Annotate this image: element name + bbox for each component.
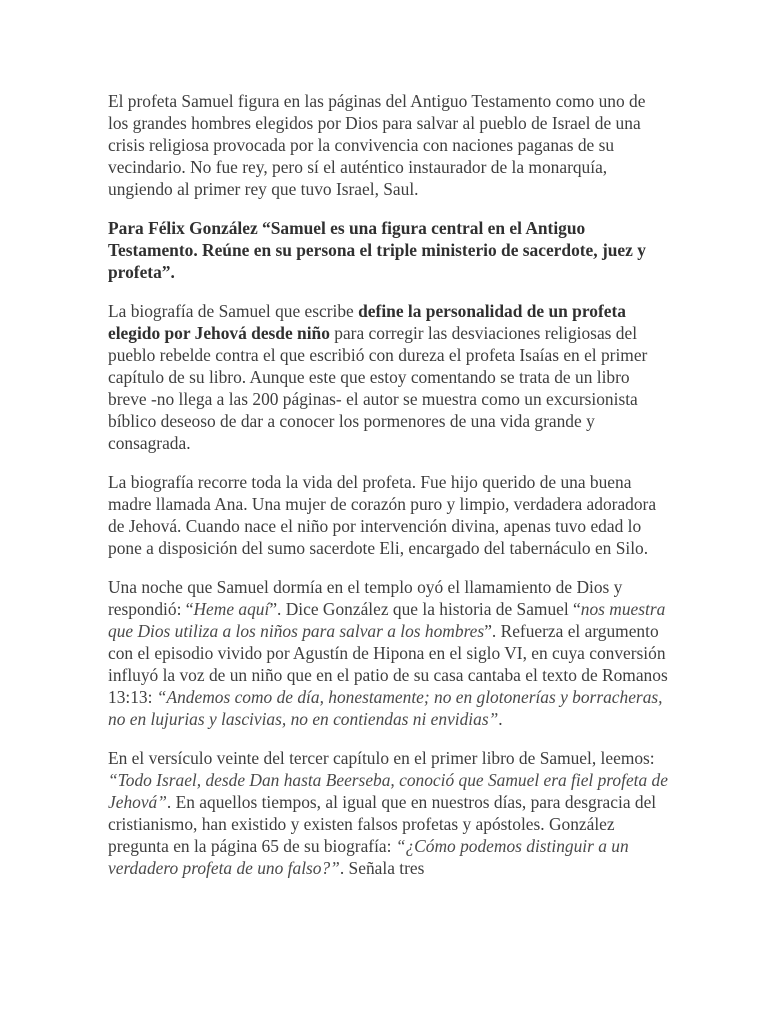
paragraph-4 [108, 471, 668, 559]
italic-quote: “¿Cómo podemos distinguir a un verdadero profeta de uno falso?” [108, 836, 629, 878]
paragraph-1 [108, 90, 668, 200]
bold-phrase: define la personalidad de un profeta elegido por Jehová desde niño [108, 301, 626, 343]
text-segment: Una noche que Samuel dormía en el templo oyó el llamamiento de Dios y respondió: “ [108, 577, 623, 619]
text-segment: . En aquellos tiempos, al igual que en nuestros días, para desgracia del cristianismo, han existido y existen falsos profetas y apóstoles. González pregunta en la página 65 de su biografía: [108, 792, 657, 856]
text-segment: para corregir las desviaciones religiosas del pueblo rebelde contra el que escribió con dureza el profeta Isaías en el primer capítulo de su libro. Aunque este que estoy comentando se trata de un libro breve -no llega a las 200 páginas- el autor se muestra como un excursionista bíblico deseoso de dar a conocer los pormenores de una vida grande y consagrada. [108, 323, 648, 453]
text-segment: La biografía recorre toda la vida del profeta. Fue hijo querido de una buena madre llamada Ana. Una mujer de corazón puro y limpio, verdadera adoradora de Jehová. Cuando nace el niño por intervención divina, apenas tuvo edad lo pone a disposición del sumo sacerdote Eli, encargado del tabernáculo en Silo. [108, 472, 657, 558]
paragraph-2 [108, 217, 668, 283]
text-segment: El profeta Samuel figura en las páginas del Antiguo Testamento como uno de los grandes hombres elegidos por Dios para salvar al pueblo de Israel de una crisis religiosa provocada por la convivencia con naciones paganas de su vecindario. No fue rey, pero sí el auténtico instaurador de la monarquía, ungiendo al primer rey que tuvo Israel, Saul. [108, 91, 646, 199]
paragraph-3 [108, 300, 668, 454]
italic-quote: “Todo Israel, desde Dan hasta Beerseba, conoció que Samuel era fiel profeta de Jehová” [108, 770, 668, 812]
italic-quote: “Andemos como de día, honestamente; no en glotonerías y borracheras, no en lujurias y lascivias, no en contiendas ni envidias” [108, 687, 663, 729]
text-segment: La biografía de Samuel que escribe [108, 301, 359, 321]
text-segment: ”. Refuerza el argumento con el episodio vivido por Agustín de Hipona en el siglo VI, en cuya conversión influyó la voz de un niño que en el patio de su casa cantaba el texto de Romanos 13:13: [108, 621, 668, 707]
text-segment: ”. Dice González que la historia de Samuel “ [269, 599, 581, 619]
paragraph-6 [108, 747, 668, 879]
text-segment: . Señala tres [339, 858, 425, 878]
text-segment: En el versículo veinte del tercer capítulo en el primer libro de Samuel, leemos: [108, 748, 655, 768]
italic-quote: nos muestra que Dios utiliza a los niños para salvar a los hombres [108, 599, 666, 641]
bold-quote: Para Félix González “Samuel es una figura central en el Antiguo Testamento. Reúne en su persona el triple ministerio de sacerdote, juez y profeta”. [108, 218, 646, 282]
text-segment: . [498, 709, 503, 729]
paragraph-5 [108, 576, 668, 730]
italic-quote: Heme aquí [193, 599, 270, 619]
